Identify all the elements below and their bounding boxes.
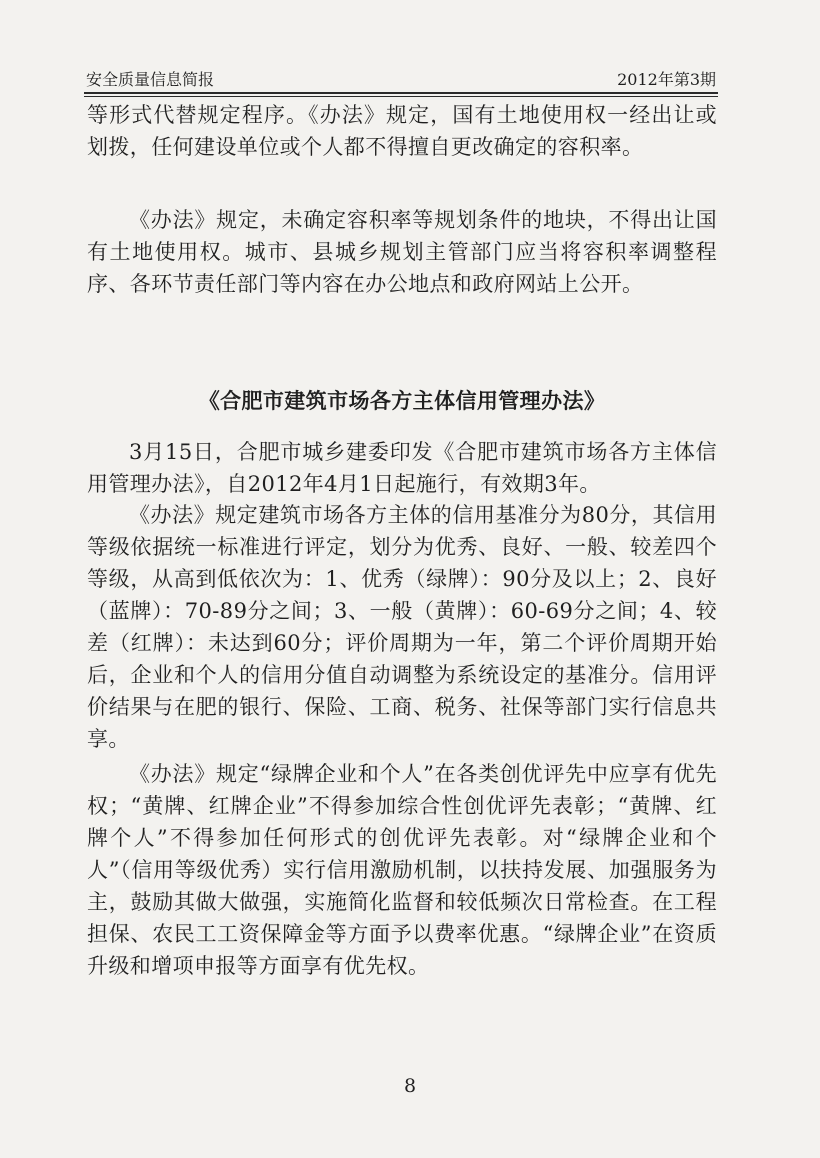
paragraph-1: 等形式代替规定程序。《办法》规定，国有土地使用权一经出让或划拨，任何建设单位或个人都不得擅自更改确定的容积率。 [87, 103, 717, 159]
header-issue: 2012年第3期 [617, 70, 716, 89]
paragraph-5: 《办法》规定“绿牌企业和个人”在各类创优评先中应享有优先权；“黄牌、红牌企业”不得参加综合性创优评先表彰；“黄牌、红牌个人”不得参加任何形式的创优评先表彰。对“绿牌企业和个人”（信用等级优秀）实行信用激励机制，以扶持发展、加强服务为主，鼓励其做大做强，实施简化监督和较低频次日常检查。在工程担保、农民工工资保障金等方面予以费率优惠。“绿牌企业”在资质升级和增项申报等方面享有优先权。 [87, 762, 717, 978]
section-title: 《合肥市建筑市场各方主体信用管理办法》 [198, 388, 606, 413]
header-publication-title: 安全质量信息简报 [86, 70, 215, 89]
paragraph-2: 《办法》规定，未确定容积率等规划条件的地块，不得出让国有土地使用权。城市、县城乡规划主管部门应当将容积率调整程序、各环节责任部门等内容在办公地点和政府网站上公开。 [87, 208, 717, 296]
paragraph-3: 3月15日，合肥市城乡建委印发《合肥市建筑市场各方主体信用管理办法》，自2012年4月1日起施行，有效期3年。 [87, 440, 717, 496]
header-rule-thick [84, 92, 718, 94]
page-number: 8 [403, 1075, 417, 1097]
running-header [86, 64, 716, 90]
paragraph-4: 《办法》规定建筑市场各方主体的信用基准分为80分，其信用等级依据统一标准进行评定，划分为优秀、良好、一般、较差四个等级，从高到低依次为：1、优秀（绿牌）：90分及以上；2、良好（蓝牌）：70-89分之间；3、一般（黄牌）：60-69分之间；4、较差（红牌）：未达到60分；评价周期为一年，第二个评价周期开始后，企业和个人的信用分值自动调整为系统设定的基准分。信用评价结果与在肥的银行、保险、工商、税务、社保等部门实行信息共享。 [87, 503, 717, 751]
header-rule-thin [84, 96, 718, 97]
